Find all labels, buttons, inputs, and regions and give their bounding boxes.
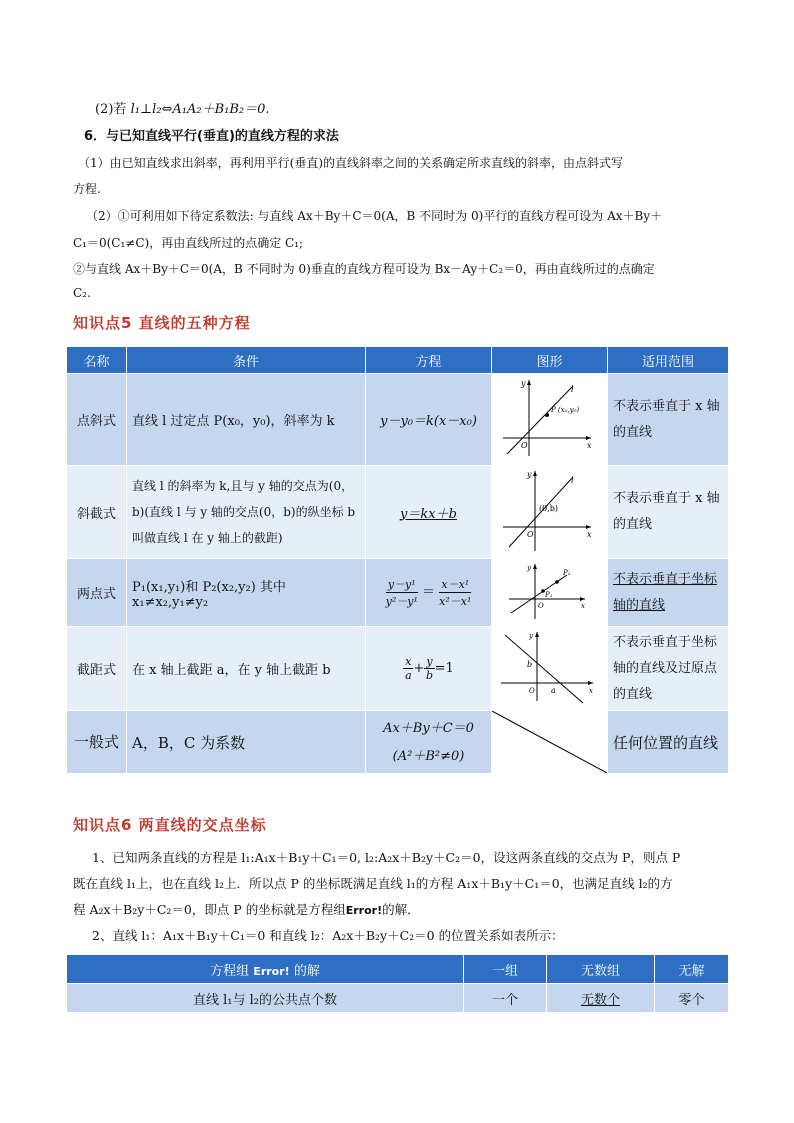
two-point-graph: [505, 561, 589, 621]
para2-line2: C₁＝0(C₁≠C)，再由直线所过的点确定 C₁;: [73, 236, 304, 250]
row-name: 斜截式: [67, 466, 127, 559]
svg-text:x: x: [587, 530, 592, 539]
intersection-table: [66, 954, 729, 1013]
row-condition: A，B，C 为系数: [127, 711, 366, 774]
svg-text:P (x₀,y₀): P (x₀,y₀): [551, 405, 580, 414]
para3-line1: ②与直线 Ax＋By＋C＝0(A，B 不同时为 0)垂直的直线方程可设为 Bx－Ay＋C₂＝0，再由直线所过的点确定: [73, 262, 655, 276]
five-equations-table: [66, 346, 729, 774]
s6-p2: 2、直线 l₁：A₁x＋B₁y＋C₁＝0 和直线 l₂：A₂x＋B₂y＋C₂＝0 的位置关系如表所示：: [92, 928, 564, 943]
para1-line2: 方程.: [73, 182, 101, 196]
row-equation: y－y₀＝k(x－x₀): [366, 374, 492, 466]
row-condition: 直线 l 过定点 P(x₀，y₀)，斜率为 k: [127, 374, 366, 466]
item6-title: 6．与已知直线平行(垂直)的直线方程的求法: [84, 129, 339, 144]
row-scope: 不表示垂直于坐标轴的直线: [608, 559, 729, 627]
table-row: [67, 711, 729, 774]
s6-p1-line2: 既在直线 l₁上，也在直线 l₂上．所以点 P 的坐标既满足直线 l₁的方程 A₁x＋B₁y＋C₁＝0，也满足直线 l₂的方: [73, 876, 673, 891]
perp-condition: (2)若 l₁⊥l₂⇔A₁A₂＋B₁B₂＝0.: [95, 102, 270, 117]
header-system: 方程组 Error! 的解: [67, 955, 464, 984]
row-equation: $\frac{\text{y－y¹}}{\text{y²－y¹}}$ ＝ $\frac{\text{x－x¹}}{\text{x²－x¹}}$: [366, 559, 492, 627]
table-header-row: [67, 955, 729, 984]
svg-text:y: y: [527, 470, 532, 479]
table-header-row: [67, 347, 729, 374]
svg-text:l: l: [571, 384, 574, 394]
row-name: 两点式: [67, 559, 127, 627]
svg-text:x: x: [589, 686, 593, 695]
row-scope: 不表示垂直于 x 轴的直线: [608, 466, 729, 559]
row-equation: y＝kx＋b: [366, 466, 492, 559]
value-infinite: 无数个: [547, 984, 655, 1013]
svg-text:O: O: [529, 686, 535, 695]
header-condition: 条件: [127, 347, 366, 374]
row-label: 直线 l₁与 l₂的公共点个数: [67, 984, 464, 1013]
row-equation: Ax＋By＋C＝0 (A²＋B²≠0): [366, 711, 492, 774]
intercept-graph: [497, 629, 597, 705]
table-row: [67, 984, 729, 1013]
table-row: [67, 627, 729, 711]
section6-title: 知识点6 两直线的交点坐标: [73, 816, 267, 834]
svg-text:(0,b): (0,b): [539, 504, 558, 513]
header-equation: 方程: [366, 347, 492, 374]
row-name: 一般式: [67, 711, 127, 774]
table-row: [67, 466, 729, 559]
row-equation: $\frac{x}{a}$ + $\frac{y}{b}$ =1: [366, 627, 492, 711]
header-figure: 图形: [492, 347, 608, 374]
slope-intercept-graph: [497, 467, 595, 553]
table-row: [67, 559, 729, 627]
para1-line1: （1）由已知直线求出斜率，再利用平行(垂直)的直线斜率之间的关系确定所求直线的斜率，由点斜式写: [78, 156, 624, 170]
header-scope: 适用范围: [608, 347, 729, 374]
svg-text:l: l: [571, 476, 574, 485]
row-figure: [492, 627, 608, 711]
row-figure: [492, 559, 608, 627]
row-scope: 任何位置的直线: [608, 711, 729, 774]
para3-line2: C₂.: [73, 286, 91, 300]
row-figure: [492, 374, 608, 466]
svg-text:O: O: [521, 440, 528, 450]
para2-line1: （2）①可利用如下待定系数法: 与直线 Ax＋By＋C＝0(A，B 不同时为 0)平行的直线方程可设为 Ax＋By＋: [86, 209, 663, 223]
row-condition: P₁(x₁,y₁)和 P₂(x₂,y₂) 其中 x₁≠x₂,y₁≠y₂: [127, 559, 366, 627]
svg-text:O: O: [527, 530, 534, 539]
diagonal-slash: [492, 711, 607, 773]
point-slope-graph: [497, 376, 595, 460]
svg-text:y: y: [521, 378, 526, 388]
row-condition: 在 x 轴上截距 a，在 y 轴上截距 b: [127, 627, 366, 711]
row-figure: [492, 466, 608, 559]
header-none: 无解: [655, 955, 729, 984]
svg-text:O: O: [538, 601, 544, 610]
svg-text:P₁: P₁: [545, 590, 553, 599]
row-figure-empty: [492, 711, 608, 774]
row-scope: 不表示垂直于坐标轴的直线及过原点的直线: [608, 627, 729, 711]
svg-text:P₂: P₂: [563, 568, 571, 577]
row-name: 截距式: [67, 627, 127, 711]
s6-p1-line1: 1、已知两条直线的方程是 l₁:A₁x＋B₁y＋C₁＝0, l₂:A₂x＋B₂y＋C₂＝0，设这两条直线的交点为 P，则点 P: [92, 850, 681, 865]
header-infinite: 无数组: [547, 955, 655, 984]
svg-text:x: x: [581, 601, 585, 610]
value-one: 一个: [464, 984, 547, 1013]
svg-text:x: x: [587, 440, 592, 450]
svg-text:y: y: [529, 631, 533, 640]
svg-text:y: y: [527, 563, 531, 572]
section5-title: 知识点5 直线的五种方程: [73, 314, 251, 332]
svg-text:a: a: [551, 685, 556, 695]
table-row: [67, 374, 729, 466]
value-none: 零个: [655, 984, 729, 1013]
svg-text:b: b: [527, 659, 533, 669]
row-scope: 不表示垂直于 x 轴的直线: [608, 374, 729, 466]
header-name: 名称: [67, 347, 127, 374]
s6-p1-line3: 程 A₂x＋B₂y＋C₂＝0，即点 P 的坐标就是方程组Error!的解．: [73, 902, 420, 917]
header-one: 一组: [464, 955, 547, 984]
row-name: 点斜式: [67, 374, 127, 466]
row-condition: 直线 l 的斜率为 k,且与 y 轴的交点为(0，b)(直线 l 与 y 轴的交点(0，b)的纵坐标 b 叫做直线 l 在 y 轴上的截距): [127, 466, 366, 559]
